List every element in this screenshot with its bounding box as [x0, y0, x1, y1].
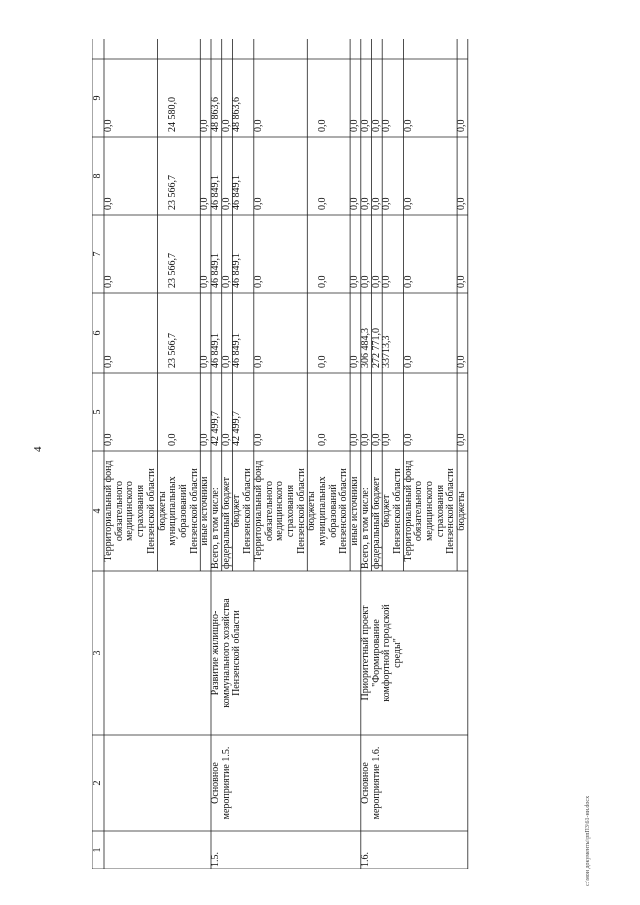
value-cell: 0,0	[381, 197, 393, 210]
header-cell: 2	[92, 780, 103, 786]
measure-title: среды"	[391, 638, 403, 668]
source-label: Пензенской области	[338, 468, 350, 554]
value-cell: 46 849,1	[231, 333, 243, 368]
value-cell: 0,0	[349, 433, 361, 446]
value-cell: 0,0	[220, 119, 232, 132]
value-cell: 0,0	[349, 197, 361, 210]
source-label: страхования	[284, 484, 296, 538]
measure-title: Пензенской области	[231, 610, 243, 696]
value-cell: 0,0	[199, 275, 211, 288]
source-label: иные источники	[349, 476, 361, 546]
measure-number: 1.5.	[210, 852, 221, 867]
value-cell: 0,0	[456, 275, 468, 288]
value-cell: 48 863,6	[210, 97, 221, 132]
measure-title: коммунального хозяйства	[220, 598, 232, 708]
value-cell: 0,0	[349, 275, 361, 288]
value-cell: 0,0	[220, 275, 232, 288]
page-number: 4	[32, 446, 44, 452]
value-cell: 0,0	[252, 119, 264, 132]
value-cell: 46 849,1	[210, 253, 221, 288]
value-cell: 23 566,7	[167, 175, 179, 210]
value-cell: 0,0	[252, 275, 264, 288]
value-cell: 0,0	[220, 355, 232, 368]
value-cell: 0,0	[199, 433, 211, 446]
value-cell: 0,0	[456, 197, 468, 210]
header-cell: 7	[92, 251, 103, 257]
value-cell: 0,0	[456, 355, 468, 368]
source-label: Пензенской области	[295, 468, 307, 554]
header-cell: 5	[92, 409, 103, 415]
value-cell: 33713,3	[381, 335, 393, 368]
value-cell: 0,0	[370, 119, 382, 132]
value-cell: 272 771,0	[370, 328, 382, 368]
source-label: федеральный бюджет	[220, 476, 232, 569]
source-label: Территориальный фонд	[402, 460, 414, 562]
source-label: бюджеты	[306, 491, 318, 531]
value-cell: 0,0	[199, 119, 211, 132]
source-label: бюджеты	[456, 491, 468, 531]
source-label: Пензенской области	[188, 468, 200, 554]
value-cell: 0,0	[103, 275, 114, 288]
value-cell: 46 849,1	[231, 253, 243, 288]
value-cell: 46 849,1	[231, 175, 243, 210]
measure-title: "Формирование	[370, 619, 382, 687]
value-cell: 0,0	[402, 355, 414, 368]
source-label: Всего, в том числе:	[359, 487, 371, 569]
measure-name: Основное	[210, 762, 221, 804]
source-label: Территориальный фонд	[103, 460, 114, 562]
value-cell: 48 863,6	[231, 97, 243, 132]
value-cell: 0,0	[359, 433, 371, 446]
value-cell: 0,0	[317, 197, 328, 210]
measure-name: мероприятие 1.5.	[220, 746, 232, 820]
source-label: медицинского	[424, 481, 435, 541]
value-cell: 46 849,1	[210, 175, 221, 210]
value-cell: 0,0	[349, 355, 361, 368]
value-cell: 0,0	[349, 119, 361, 132]
source-label: бюджет	[231, 494, 243, 528]
source-label: образований	[327, 484, 339, 538]
source-label: федеральный бюджет	[370, 476, 382, 569]
value-cell: 306 484,3	[359, 328, 371, 368]
source-label: страхования	[135, 484, 147, 538]
source-label: Пензенской области	[242, 468, 254, 554]
header-cell: 1	[92, 847, 103, 853]
value-cell: 0,0	[167, 433, 179, 446]
source-label: обязательного	[413, 480, 425, 542]
source-label: Всего, в том числе:	[210, 487, 221, 569]
source-label: образований	[177, 484, 189, 538]
source-label: Пензенской области	[145, 468, 157, 554]
value-cell: 24 580,0	[167, 97, 179, 132]
value-cell: 0,0	[381, 119, 393, 132]
value-cell: 42 499,7	[210, 411, 221, 446]
value-cell: 23 566,7	[167, 253, 179, 288]
measure-title: комфортной городской	[381, 604, 393, 702]
measure-number: 1.6.	[359, 852, 371, 867]
value-cell: 0,0	[381, 275, 393, 288]
value-cell: 0,0	[370, 275, 382, 288]
value-cell: 42 499,7	[231, 411, 243, 446]
source-label: иные источники	[199, 476, 211, 546]
value-cell: 0,0	[252, 433, 264, 446]
source-label: страхования	[434, 484, 446, 538]
value-cell: 0,0	[359, 275, 371, 288]
value-cell: 0,0	[103, 119, 114, 132]
value-cell: 0,0	[103, 355, 114, 368]
value-cell: 0,0	[103, 197, 114, 210]
value-cell: 0,0	[381, 433, 393, 446]
source-label: бюджеты	[156, 491, 168, 531]
value-cell: 0,0	[317, 355, 328, 368]
header-cell: 9	[92, 95, 103, 101]
footer-file-path: c:\мои документы\рпП3\61-ни.docx	[585, 795, 591, 886]
value-cell: 0,0	[199, 197, 211, 210]
value-cell: 0,0	[317, 119, 328, 132]
measure-name: Основное	[359, 762, 371, 804]
source-label: муниципальных	[167, 476, 179, 546]
source-label: Территориальный фонд	[252, 460, 264, 562]
value-cell: 0,0	[252, 355, 264, 368]
value-cell: 0,0	[220, 197, 232, 210]
value-cell: 0,0	[402, 433, 414, 446]
value-cell: 0,0	[317, 275, 328, 288]
value-cell: 0,0	[402, 275, 414, 288]
measure-title: Приоритетный проект	[359, 605, 371, 701]
value-cell: 0,0	[199, 355, 211, 368]
value-cell: 0,0	[402, 119, 414, 132]
source-label: Пензенской области	[391, 468, 403, 554]
value-cell: 0,0	[370, 433, 382, 446]
header-cell: 6	[92, 330, 103, 336]
source-label: медицинского	[274, 481, 286, 541]
source-label: обязательного	[113, 480, 125, 542]
budget-table	[92, 39, 582, 869]
value-cell: 0,0	[359, 119, 371, 132]
value-cell: 0,0	[220, 433, 232, 446]
source-label: Пензенской области	[445, 468, 457, 554]
value-cell: 46 849,1	[210, 333, 221, 368]
measure-title: Развитие жилищно-	[210, 610, 221, 696]
source-label: обязательного	[263, 480, 275, 542]
value-cell: 0,0	[252, 197, 264, 210]
value-cell: 0,0	[456, 119, 468, 132]
source-label: медицинского	[124, 481, 136, 541]
header-cell: 8	[92, 173, 103, 179]
source-label: бюджет	[381, 494, 393, 528]
value-cell: 0,0	[456, 433, 468, 446]
header-cell: 4	[92, 508, 103, 514]
value-cell: 0,0	[103, 433, 114, 446]
value-cell: 0,0	[317, 433, 328, 446]
value-cell: 0,0	[359, 197, 371, 210]
source-label: муниципальных	[317, 476, 328, 546]
value-cell: 23 566,7	[167, 333, 179, 368]
measure-name: мероприятие 1.6.	[370, 746, 382, 820]
value-cell: 0,0	[402, 197, 414, 210]
header-cell: 3	[92, 650, 103, 656]
value-cell: 0,0	[370, 197, 382, 210]
